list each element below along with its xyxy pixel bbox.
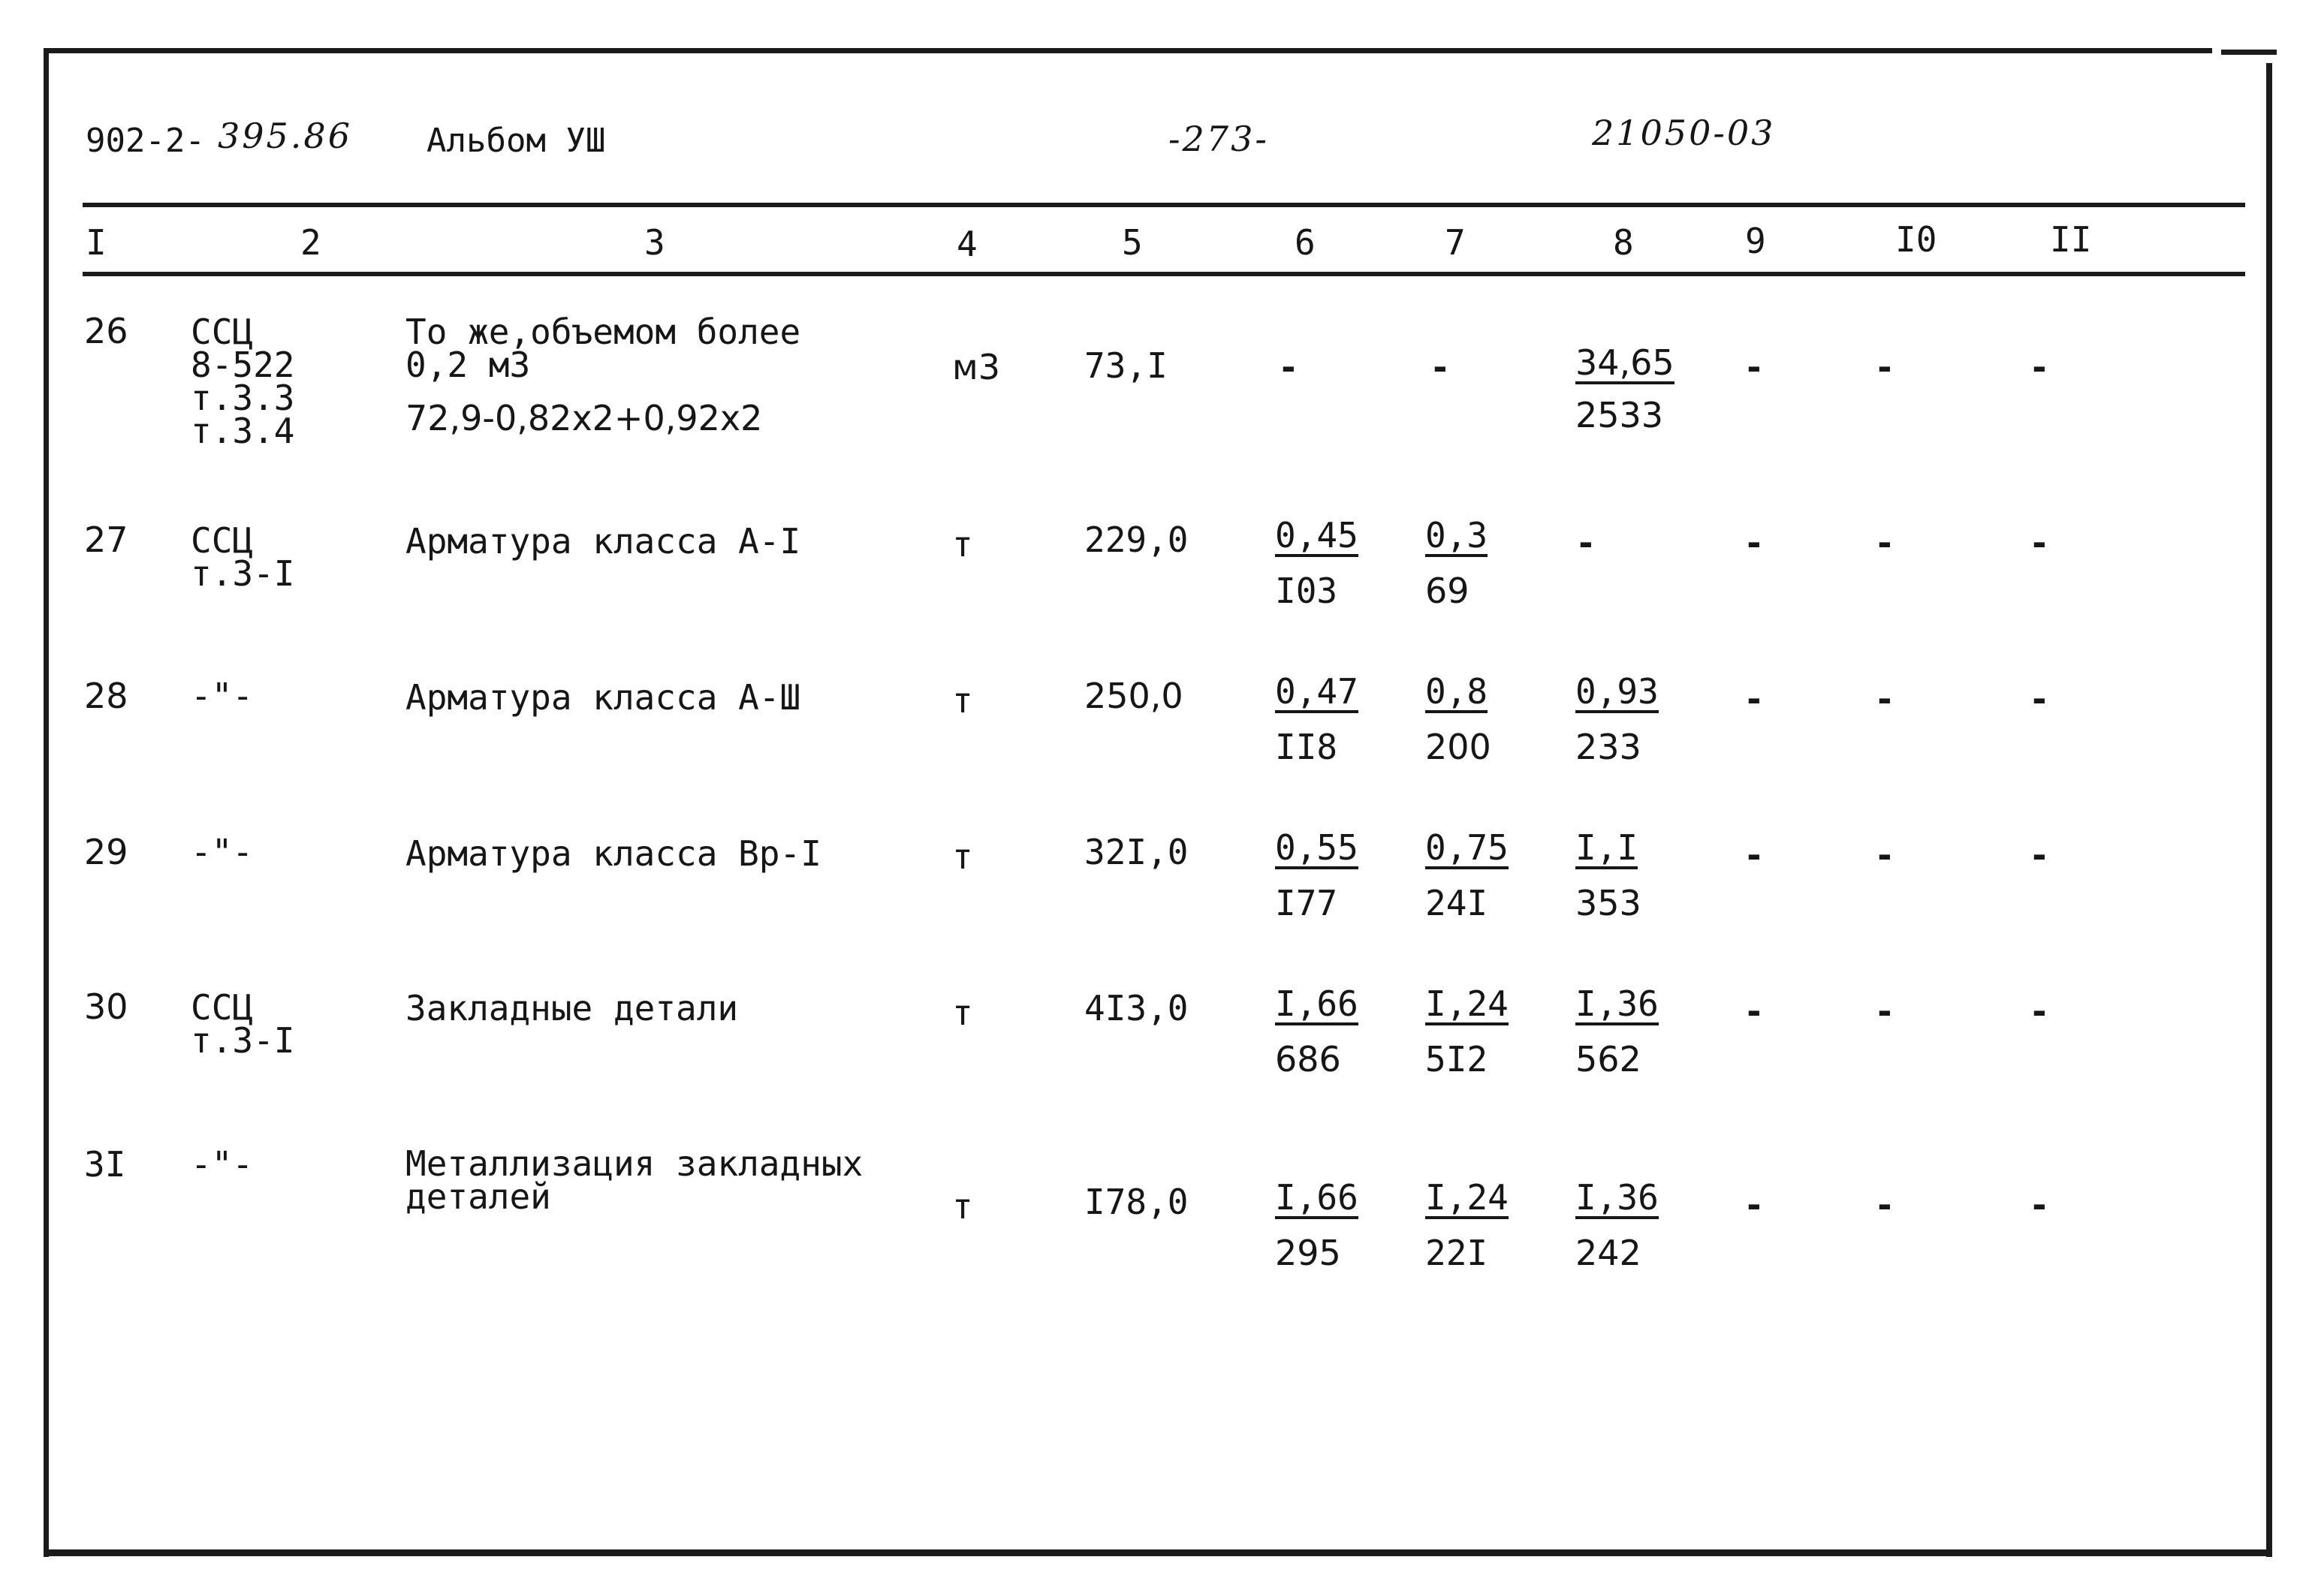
unit-price: 4I3,0: [1084, 988, 1189, 1028]
cell-col8-bottom: 562: [1575, 1039, 1641, 1080]
unit-price: 229,0: [1084, 519, 1189, 560]
column-header: 9: [1745, 221, 1766, 261]
column-header: 4: [957, 224, 978, 264]
reference-line: т.3.4: [191, 411, 295, 452]
column-header: I0: [1895, 219, 1937, 260]
cell-col7-bottom: 22I: [1425, 1233, 1488, 1273]
frame-corner-mark: [2221, 50, 2277, 55]
item-description: Закладные детали: [405, 988, 739, 1028]
cell-col9: -: [1744, 347, 1765, 387]
cell-col6-bottom: I03: [1275, 571, 1338, 611]
description-line: Металлизация закладных: [405, 1143, 864, 1184]
cell-col8-bottom: 353: [1575, 883, 1641, 923]
cell-col11: -: [2029, 1185, 2050, 1225]
cell-col7-bottom: 24I: [1425, 883, 1488, 923]
cell-col7-bottom: 69: [1425, 571, 1470, 611]
unit: т: [952, 1186, 973, 1227]
page-number: -273-: [1168, 119, 1269, 159]
row-number: 3I: [84, 1144, 126, 1185]
unit-price: 250,0: [1084, 676, 1183, 716]
row-number: 30: [84, 986, 128, 1027]
cell-col8-top: 0,93: [1575, 671, 1659, 712]
column-header: 8: [1613, 222, 1634, 263]
cell-col6: -: [1278, 347, 1299, 387]
description-line: 0,2 м3: [405, 345, 531, 386]
item-description: Арматура класса А-Ш: [405, 677, 801, 718]
cell-col6-top: I,66: [1275, 983, 1358, 1024]
cell-col9: -: [1744, 522, 1765, 563]
cell-col8-bottom: 242: [1575, 1233, 1641, 1273]
column-header: II: [2050, 219, 2092, 260]
item-description: Арматура класса Вр-I: [405, 833, 821, 874]
reference-line: т.3.3: [191, 378, 295, 419]
reference-code: [191, 987, 295, 1061]
cell-col6-top: I,66: [1275, 1177, 1358, 1218]
item-description: [405, 312, 801, 386]
reference-code: -"-: [191, 676, 254, 716]
frame-border-bottom: [44, 1549, 2272, 1556]
cell-col7: -: [1430, 347, 1451, 387]
unit: т: [952, 524, 973, 565]
album-title: Альбом УШ: [427, 122, 606, 160]
cell-col10: -: [1874, 679, 1895, 719]
cell-col11: -: [2029, 835, 2050, 875]
header-rule-top: [83, 203, 2245, 207]
cell-col10: -: [1874, 835, 1895, 875]
frame-border-left: [44, 48, 49, 1557]
cell-col7-top: 0,8: [1425, 671, 1488, 712]
column-header: 5: [1122, 222, 1143, 263]
cell-col10: -: [1874, 991, 1895, 1031]
cell-col7-top: 0,3: [1425, 515, 1488, 556]
cell-col11: -: [2029, 991, 2050, 1031]
unit: т: [952, 680, 973, 721]
description-line: деталей: [405, 1176, 551, 1218]
column-header: I: [86, 222, 107, 263]
reference-line: ССЦ: [191, 312, 254, 352]
cell-col7-bottom: 5I2: [1425, 1039, 1488, 1080]
frame-border-top: [45, 48, 2212, 53]
cell-col6-top: 0,47: [1275, 671, 1358, 712]
cell-col10: -: [1874, 522, 1895, 563]
unit: т: [952, 836, 973, 877]
reference-code: -"-: [191, 832, 254, 872]
item-formula: 72,9-0,82х2+0,92х2: [405, 398, 763, 438]
header-rule-bottom: [83, 272, 2245, 276]
unit-price: 73,I: [1084, 345, 1168, 386]
cell-col7-top: 0,75: [1425, 827, 1509, 868]
unit: т: [952, 992, 973, 1033]
cell-col9: -: [1744, 1185, 1765, 1225]
cell-col8: -: [1575, 522, 1596, 563]
cell-col11: -: [2029, 522, 2050, 563]
cell-col6-bottom: 686: [1275, 1039, 1341, 1080]
cell-col8-top: I,I: [1575, 827, 1638, 868]
row-number: 27: [84, 519, 128, 560]
cell-col7-bottom: 200: [1425, 727, 1491, 767]
reference-line: 8-522: [191, 345, 295, 386]
cell-col9: -: [1744, 679, 1765, 719]
cell-col6-bottom: II8: [1275, 727, 1338, 767]
column-header: 6: [1295, 222, 1316, 263]
column-header: 3: [644, 222, 665, 263]
doc-code-prefix: 902-2-: [86, 122, 205, 160]
cell-col6-bottom: 295: [1275, 1233, 1341, 1273]
item-description: [405, 1143, 864, 1218]
item-description: Арматура класса А-I: [405, 521, 801, 562]
cell-col9: -: [1744, 991, 1765, 1031]
cell-col10: -: [1874, 347, 1895, 387]
unit-price: 32I,0: [1084, 832, 1189, 872]
reference-code: -"-: [191, 1144, 254, 1185]
cell-col8-bottom: 2533: [1575, 395, 1664, 435]
cell-col7-top: I,24: [1425, 983, 1509, 1024]
reference-code: [191, 520, 295, 595]
cell-col7-top: I,24: [1425, 1177, 1509, 1218]
cell-col8-top: I,36: [1575, 983, 1659, 1024]
column-header: 7: [1445, 222, 1466, 263]
cell-col6-top: 0,55: [1275, 827, 1358, 868]
unit: м3: [952, 347, 1000, 387]
frame-border-right: [2266, 63, 2272, 1557]
reference-line: т.3-I: [191, 553, 295, 595]
unit-price: I78,0: [1084, 1182, 1189, 1222]
cell-col11: -: [2029, 347, 2050, 387]
reference-line: ССЦ: [191, 987, 254, 1028]
cell-col9: -: [1744, 835, 1765, 875]
cell-col6-bottom: I77: [1275, 883, 1338, 923]
row-number: 28: [84, 676, 128, 716]
reference-code: [191, 312, 295, 452]
row-number: 29: [84, 832, 128, 872]
cell-col6-top: 0,45: [1275, 515, 1358, 556]
cell-col8-bottom: 233: [1575, 727, 1641, 767]
cell-col11: -: [2029, 679, 2050, 719]
reference-line: ССЦ: [191, 520, 254, 561]
cell-col8-top: I,36: [1575, 1177, 1659, 1218]
row-number: 26: [84, 311, 128, 351]
cell-col10: -: [1874, 1185, 1895, 1225]
reference-line: т.3-I: [191, 1020, 295, 1061]
code-handwritten: 21050-03: [1592, 113, 1776, 153]
column-header: 2: [300, 222, 321, 263]
description-line: То же,объемом более: [405, 312, 801, 352]
doc-code-handwritten: 395.86: [218, 116, 352, 156]
cell-col8-top: 34,65: [1575, 342, 1674, 383]
